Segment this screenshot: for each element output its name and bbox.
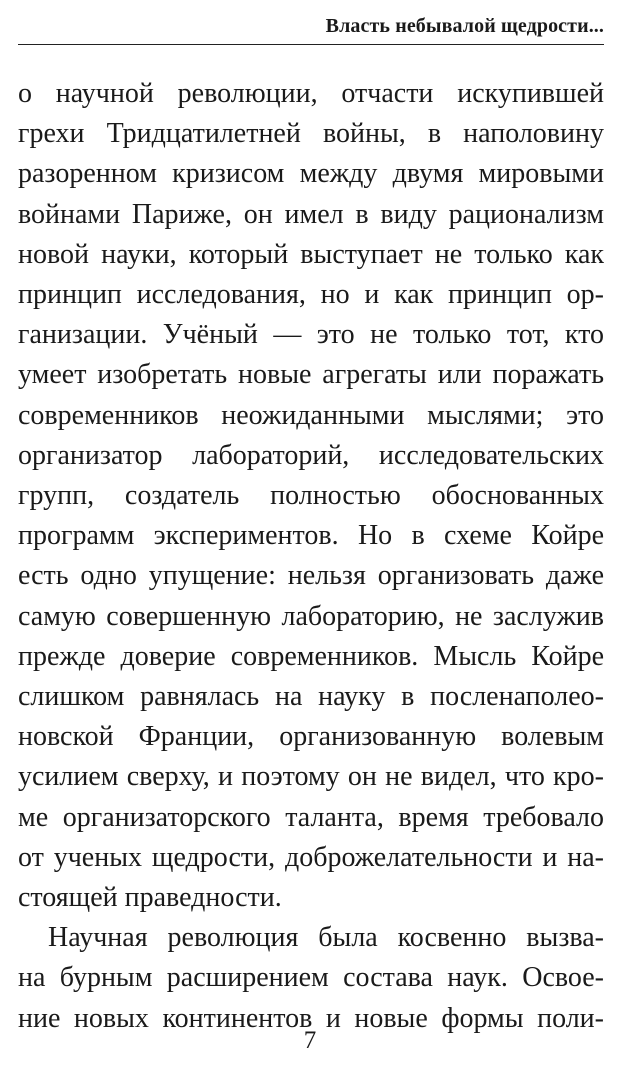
text-line: прежде доверие современников. Мысль Койре xyxy=(18,640,604,672)
text-line: есть одно упущение: нельзя организовать даже xyxy=(18,560,604,592)
text-line: самую совершенную лабораторию, не заслужив xyxy=(18,600,604,632)
text-line: умеет изобретать новые агрегаты или поражать xyxy=(18,359,604,391)
text-line: новской Франции, организованную волевым xyxy=(18,721,604,753)
text-line: современников неожиданными мыслями; это xyxy=(18,399,604,431)
text-line: на бурным расширением состава наук. Освое- xyxy=(18,962,604,994)
paragraph-2 xyxy=(18,918,604,1039)
paragraph-1 xyxy=(18,74,604,918)
text-line: стоящей праведности. xyxy=(18,882,282,914)
text-line: усилием сверху, и поэтому он не видел, что кро- xyxy=(18,761,604,793)
text-line: от ученых щедрости, доброжелательности и на- xyxy=(18,841,604,873)
text-line: Научная революция была косвенно вызва- xyxy=(48,922,604,954)
text-line: принцип исследования, но и как принцип ор- xyxy=(18,279,604,311)
text-line: новой науки, который выступает не только как xyxy=(18,238,604,270)
text-line: ме организаторского таланта, время требовало xyxy=(18,801,604,833)
text-line: войнами Париже, он имел в виду рационализм xyxy=(18,198,604,230)
text-line: о научной революции, отчасти искупившей xyxy=(18,78,604,109)
text-line: организатор лабораторий, исследовательских xyxy=(18,439,604,471)
running-header xyxy=(18,14,604,45)
page-number: 7 xyxy=(303,1027,317,1054)
text-line: ганизации. Учёный — это не только тот, кто xyxy=(18,319,604,351)
running-header-title: Власть небывалой щедрости... xyxy=(325,15,604,37)
text-line: программ экспериментов. Но в схеме Койре xyxy=(18,520,604,552)
text-line: грехи Тридцатилетней войны, в наполовину xyxy=(18,118,604,150)
text-line: слишком равнялась на науку в посленаполео- xyxy=(18,681,604,713)
body-text xyxy=(18,74,604,1039)
text-line: разоренном кризисом между двумя мировыми xyxy=(18,158,604,190)
text-line: ние новых континентов и новые формы поли- xyxy=(18,1002,604,1034)
text-line: групп, создатель полностью обоснованных xyxy=(18,480,604,512)
